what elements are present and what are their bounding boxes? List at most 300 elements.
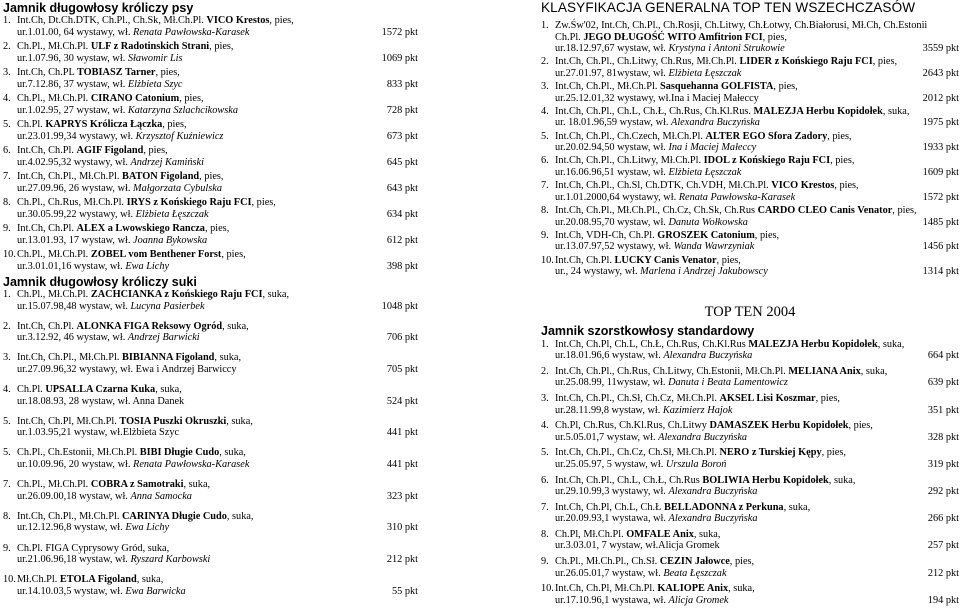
dog-sex: , pies,	[155, 67, 180, 78]
left-column	[3, 0, 418, 606]
dog-sex: , pies,	[729, 556, 755, 568]
dog-name: CEZIN Jałowce	[659, 556, 730, 568]
list-item	[541, 131, 959, 154]
rank-number: 9.	[541, 556, 549, 568]
rank-number: 10.	[3, 574, 16, 586]
rank-number: 9.	[3, 223, 11, 234]
owner-name: Elżbieta Łęszczak	[135, 208, 209, 220]
list-item	[3, 67, 418, 90]
rank-number: 2.	[541, 365, 549, 377]
dog-sex: , suka,	[728, 583, 755, 595]
owner-name: Alexandra Buczyńska	[671, 117, 760, 129]
dog-sex: , pies,	[773, 81, 798, 93]
list-item	[3, 574, 418, 597]
dog-titles: Int.Ch, Ch.PL	[17, 67, 77, 78]
dog-titles: Int.Ch, Ch.Pl.	[17, 320, 77, 332]
dog-sex: , pies,	[251, 197, 276, 208]
list-item	[541, 366, 959, 389]
dog-name: VICO Krestos	[771, 180, 835, 192]
points-value: 2643 pkt	[922, 67, 959, 79]
dog-details: ur.29.10.99,3 wystawy, wł.	[555, 486, 669, 498]
dog-details: ur.25.05.97, 5 wystaw, wł.	[555, 458, 666, 470]
dog-details: ur.1.02.95, 27 wystaw, wł.	[17, 104, 128, 116]
points-value: 1609 pkt	[922, 166, 959, 178]
dog-titles: Ch.Pl., Mł.Ch.Pl.	[17, 41, 91, 52]
points-value: 310 pkt	[386, 522, 418, 534]
rank-number: 10.	[3, 249, 16, 260]
entry-line-titles	[541, 106, 959, 118]
entry-line-details	[3, 491, 418, 503]
top-ten-heading: TOP TEN 2004	[704, 303, 796, 320]
points-value: 212 pkt	[927, 567, 959, 579]
list-item	[541, 529, 959, 552]
list-item	[541, 255, 959, 278]
entry-line-details	[541, 167, 959, 179]
dog-sex: , pies,	[143, 145, 168, 156]
points-value: 645 pkt	[386, 156, 418, 168]
dog-name: LUCKY Canis Venator	[614, 254, 717, 266]
owner-name: Alexandra Buczyńska	[668, 513, 758, 525]
entry-line-details	[3, 586, 418, 598]
list-item	[541, 556, 959, 579]
dog-sex: , pies,	[221, 249, 246, 260]
dog-details: ur.12.12.96,8 wystaw, wł.	[17, 522, 126, 534]
entry-line-titles	[541, 20, 959, 32]
dog-name: BIBIANNA Figoland	[122, 352, 215, 364]
rank-number: 10.	[541, 583, 554, 595]
dog-name: BOLIWIA Herbu Kopidołek	[702, 474, 829, 486]
rank-number: 2.	[541, 56, 549, 68]
owner-name: Ryszard Karbowski	[130, 554, 211, 565]
owner-name: Joanna Bykowska	[133, 234, 208, 246]
dog-name: BELLADONNA z Perkuna	[664, 501, 784, 513]
entry-line-titles	[3, 321, 418, 333]
dog-details: ur.30.05.99,22 wystawy, wł.	[17, 208, 136, 220]
points-value: 319 pkt	[927, 458, 959, 470]
dog-sex: , pies,	[199, 171, 224, 182]
rank-number: 4.	[541, 420, 549, 432]
entry-line-titles	[541, 131, 959, 143]
right-column	[541, 0, 959, 611]
entry-line-titles	[541, 583, 959, 595]
list-item	[541, 420, 959, 443]
rank-number: 4.	[3, 93, 11, 104]
dog-details: ur.13.01.93, 17 wystaw, wł.	[17, 234, 134, 246]
dog-name: MELIANA Anix	[788, 365, 861, 377]
dog-sex: , suka,	[783, 501, 811, 513]
entry-line-details	[541, 68, 959, 80]
dog-name: COBRA z Samotraki	[90, 479, 184, 491]
entry-line-details	[541, 192, 959, 204]
owner-name: Anna Samocka	[130, 490, 192, 502]
rank-number: 2.	[3, 41, 11, 52]
dog-name: ETOLA Figoland	[59, 574, 137, 586]
dog-details: ur., 24 wystawy, wł.	[555, 266, 641, 278]
dog-sex: , pies,	[815, 393, 840, 405]
entry-line-titles	[3, 447, 418, 459]
dog-name: TOBIASZ Tarner	[76, 67, 156, 78]
dog-titles: Ch.Pl., Ch.Rus, Mł.Ch.Pl.	[17, 197, 127, 208]
entry-line-titles	[541, 339, 959, 351]
points-value: 323 pkt	[386, 490, 418, 502]
points-value: 328 pkt	[927, 431, 959, 443]
owner-name: Wanda Wawrzyniak	[673, 241, 755, 253]
rank-number: 7.	[541, 180, 549, 192]
dog-details: ur.23.01.99,34 wystawy, wł.	[17, 130, 136, 142]
dog-name: LIDER z Końskiego Raju FCI	[739, 56, 873, 68]
entry-line-titles	[3, 479, 418, 491]
dog-sex: , pies,	[754, 229, 780, 241]
entry-line-details	[541, 32, 959, 44]
entry-line-details	[541, 513, 959, 525]
dog-sex: , suka,	[828, 474, 856, 486]
list-item	[541, 56, 959, 79]
rank-number: 8.	[3, 197, 11, 208]
entry-line-titles	[541, 420, 959, 432]
owner-name: Alexandra Buczyńska	[658, 431, 748, 443]
ranking-list-males	[3, 15, 418, 272]
owner-name: Beata Łęszczak	[663, 567, 727, 579]
owner-name: Lucyna Pasierbek	[130, 300, 205, 312]
points-value: 1314 pkt	[922, 266, 959, 278]
list-item	[541, 180, 959, 203]
dog-details: ur.27.01.97, 81wystaw, wł.	[555, 67, 669, 79]
entry-line-titles	[3, 67, 418, 79]
rank-number: 3.	[541, 81, 549, 93]
dog-name: MALEZJA Herbu Kopidołek	[753, 105, 883, 117]
points-value: 612 pkt	[386, 234, 418, 246]
dog-name: JEGO DŁUGOŚĆ WITO Amfitrion FCI	[583, 31, 763, 43]
points-value: 1456 pkt	[922, 241, 959, 253]
dog-titles: Ch.Pl., Mł.Ch.Pl.	[17, 249, 91, 260]
entry-line-details	[3, 27, 418, 39]
rank-number: 1.	[541, 20, 549, 31]
entry-line-titles	[541, 447, 959, 459]
entry-line-titles	[3, 41, 418, 53]
entry-line-titles	[541, 230, 959, 242]
dog-details: ur.28.11.99,8 wystaw, wł.	[555, 404, 663, 416]
dog-sex: , suka,	[693, 528, 721, 540]
list-item	[3, 15, 418, 38]
points-value: 2012 pkt	[922, 92, 959, 104]
owner-name: Krzysztof Kuźniewicz	[135, 130, 224, 142]
rank-number: 10.	[541, 254, 554, 266]
dog-name: VICO Krestos	[206, 15, 270, 26]
rank-number: 5.	[3, 447, 11, 459]
list-item	[3, 384, 418, 407]
list-item	[3, 352, 418, 375]
dog-titles: Ch.Pl.	[17, 119, 46, 130]
entry-line-details	[541, 142, 959, 154]
dog-titles: Ch.Pl., Mł.Ch.Pl., Ch.Sł.	[555, 556, 660, 568]
owner-name: Ewa Lichy	[125, 522, 170, 534]
dog-titles: Ch.Pl, Mł.Ch.Pl.	[555, 528, 627, 540]
list-item	[3, 511, 418, 534]
entry-line-titles	[3, 145, 418, 157]
ranking-list-females	[3, 289, 418, 597]
owner-name: Danuta i Beata Lamentowicz	[668, 377, 788, 389]
entry-line-titles	[541, 205, 959, 217]
dog-details: ur.27.09.96, 26 wystaw, wł.	[17, 182, 134, 194]
dog-titles: Int.Ch, Ch.Pl., Mł.Ch.Pl.	[17, 352, 122, 364]
entry-line-titles	[3, 15, 418, 27]
points-value: 3559 pkt	[922, 43, 959, 54]
dog-details: ur.3.03.01, 7 wystaw, wł.Alicja Gromek	[555, 540, 720, 552]
dog-details: ur.1.07.96, 30 wystaw, wł.	[17, 52, 128, 64]
dog-titles: Int.Ch, Ch.Pl., Mł.Ch.Pl.	[555, 81, 660, 93]
list-item	[3, 93, 418, 116]
dog-details: ur.18.01.96,6 wystaw, wł.	[555, 350, 664, 362]
rank-number: 5.	[3, 119, 11, 130]
dog-details: Ch.Pl.	[555, 31, 584, 43]
dog-sex: , pies,	[830, 155, 855, 167]
points-value: 643 pkt	[386, 182, 418, 194]
list-item	[3, 223, 418, 246]
rank-number: 1.	[541, 338, 549, 350]
list-item	[541, 475, 959, 498]
rank-number: 6.	[541, 155, 549, 167]
entry-line-details	[541, 459, 959, 471]
dog-titles: Ch.Pl., Ch.Estonii, Mł.Ch.Pl.	[17, 447, 140, 459]
list-item	[3, 543, 418, 566]
points-value: 212 pkt	[386, 554, 418, 565]
dog-titles: Int.Ch, Ch.Pl, Ch.L, Ch.Ł	[555, 501, 664, 513]
points-value: 524 pkt	[386, 395, 418, 407]
dog-titles: Int.Ch, Ch.Pl., Ch.Sl, Ch.DTK, Ch.VDH, Mł.Ch.Pl.	[555, 180, 772, 192]
dog-titles: Zw.Św'02, Int.Ch, Ch.Pl., Ch.Rosji, Ch.Litwy, Ch.Łotwy, Ch.Białorusi, Mł.Ch, Ch.Estonii	[555, 20, 928, 31]
entry-line-titles	[541, 366, 959, 378]
list-item	[541, 230, 959, 253]
dog-name: Sasquehanna GOLFISTA	[660, 81, 774, 93]
dog-titles: Int.Ch, Ch.Pl.	[17, 223, 77, 234]
dog-name: ZACHCIANKA z Końskiego Raju FCI	[90, 289, 263, 300]
dog-sex: , pies,	[848, 420, 873, 432]
dog-titles: Int.Ch, Ch.Pl., Ch.Cz, Ch.Sł, Mł.Ch.Pl.	[555, 447, 720, 459]
dog-sex: , suka,	[222, 320, 249, 332]
dog-titles: Int.Ch, Ch.Pl, Mł.Ch.Pl.	[17, 415, 120, 427]
entry-line-titles	[3, 511, 418, 523]
dog-details: ur.27.09.96,32 wystawy, wł. Ewa i Andrzej Barwiccy	[17, 363, 237, 375]
rank-number: 6.	[541, 474, 549, 486]
owner-name: Andrzej Barwicki	[127, 332, 200, 344]
rank-number: 8.	[541, 528, 549, 540]
dog-sex: , pies,	[162, 119, 187, 130]
entry-line-titles	[3, 289, 418, 301]
points-value: 634 pkt	[386, 208, 418, 220]
dog-name: BIBI Długie Cudo	[139, 447, 220, 459]
owner-name: Elżbieta Szyc	[127, 78, 183, 90]
owner-name: Marlena i Andrzej Jakubowscy	[640, 266, 768, 278]
dog-sex: , pies,	[892, 205, 917, 217]
list-item	[541, 583, 959, 606]
list-item	[541, 502, 959, 525]
dog-name: AKSEL Lisi Koszmar	[719, 393, 816, 405]
dog-name: CARDO CLEO Canis Venator	[757, 205, 893, 217]
dog-details: ur.1.01.00, 64 wystawy, wł.	[17, 26, 134, 38]
owner-name: Elżbieta Łęszczak	[668, 166, 742, 178]
rank-number: 2.	[3, 320, 11, 332]
entry-line-details	[3, 459, 418, 471]
dog-name: BATON Figoland	[122, 171, 200, 182]
entry-line-details	[541, 43, 959, 55]
entry-line-titles	[541, 81, 959, 93]
dog-name: IDOL z Końskiego Raju FCI	[703, 155, 831, 167]
dog-sex: , pies,	[827, 130, 852, 142]
entry-line-details	[3, 235, 418, 247]
entry-line-details	[3, 427, 418, 439]
dog-titles: Int.Ch, Ch.Pl., Ch.Litwy, Mł.Ch.Pl.	[555, 155, 704, 167]
list-item	[3, 479, 418, 502]
dog-titles: Int.Ch, Ch.Pl, Ch.L, Ch.Ł, Ch.Rus, Ch.Kl.Rus	[555, 338, 749, 350]
dog-titles: Ch.Pl, Ch.Rus, Ch.Kl.Rus, Ch.Litwy	[555, 420, 710, 432]
dog-titles: Int.Ch, Ch.Pl., Ch.Rus, Ch.Litwy, Ch.Estonii, Mł.Ch.Pl.	[555, 365, 789, 377]
dog-titles: Int.Ch, Ch.Pl., Ch.Czech, Mł.Ch.Pl.	[555, 130, 706, 142]
dog-details: ur.25.08.99, 11wystaw, wł.	[555, 377, 669, 389]
dog-details: ur.14.10.03,5 wystaw, wł.	[17, 585, 126, 597]
list-item	[541, 447, 959, 470]
dog-sex: , suka,	[136, 574, 164, 586]
entry-line-details	[541, 117, 959, 129]
entry-line-details	[3, 522, 418, 534]
entry-line-details	[541, 377, 959, 389]
dog-details: ur.26.09.00,18 wystaw, wł.	[17, 490, 131, 502]
owner-name: Renata Pawłowska-Karasek	[133, 26, 250, 38]
points-value: 728 pkt	[386, 104, 418, 116]
owner-name: Alexandra Buczyńska	[668, 486, 758, 498]
entry-line-details	[3, 261, 418, 273]
dog-titles: Int.Ch, Ch.Pl., Ch.L, Ch.Ł, Ch.Rus	[555, 474, 703, 486]
entry-line-titles	[541, 180, 959, 192]
list-item	[541, 393, 959, 416]
dog-titles: Int.Ch, Ch.Pl., Mł.Ch.Pl.	[17, 171, 122, 182]
section-title-all-time: KLASYFIKACJA GENERALNA TOP TEN WSZECHCZASÓW	[541, 0, 916, 15]
list-item	[3, 321, 418, 344]
entry-line-details	[3, 131, 418, 143]
entry-line-titles	[3, 223, 418, 235]
rank-number: 6.	[3, 145, 11, 156]
dog-sex: , pies,	[269, 15, 294, 26]
entry-line-details	[541, 486, 959, 498]
owner-name: Renata Pawłowska-Karasek	[133, 458, 250, 470]
points-value: 673 pkt	[386, 130, 418, 142]
rank-number: 7.	[3, 171, 11, 182]
points-value: 292 pkt	[927, 486, 959, 498]
dog-titles: Int.Ch, VDH-Ch, Ch.Pl.	[555, 229, 658, 241]
entry-line-titles	[3, 543, 418, 555]
entry-line-details	[541, 241, 959, 253]
entry-line-details	[541, 405, 959, 417]
points-value: 441 pkt	[386, 458, 418, 470]
entry-line-titles	[3, 352, 418, 364]
entry-line-details	[541, 93, 959, 105]
points-value: 1975 pkt	[922, 117, 959, 129]
dog-sex: , suka,	[262, 289, 290, 300]
dog-details: ur.1.03.95,21 wystaw, wł.Elżbieta Szyc	[17, 427, 180, 439]
points-value: 351 pkt	[927, 404, 959, 416]
list-item	[3, 447, 418, 470]
entry-line-titles	[541, 255, 959, 267]
dog-details: ur.4.02.95,32 wystawy, wł.	[17, 156, 131, 168]
list-item	[3, 145, 418, 168]
dog-sex: , suka,	[226, 510, 254, 522]
dog-details: ur.18.08.93, 28 wystaw, wł. Anna Danek	[17, 395, 185, 407]
ranking-list-wirehaired	[541, 339, 959, 607]
dog-details: ur.20.09.93,1 wystawa, wł.	[555, 513, 669, 525]
dog-name: UPSALLA Czarna Kuka	[45, 384, 156, 396]
entry-line-details	[3, 554, 418, 566]
dog-details: ur.21.06.96,18 wystaw, wł.	[17, 554, 131, 565]
owner-name: Alexandra Buczyńska	[663, 350, 753, 362]
entry-line-details	[3, 105, 418, 117]
points-value: 664 pkt	[927, 350, 959, 362]
entry-line-details	[541, 540, 959, 552]
dog-name: KAPRYS Królicza Łączka	[45, 119, 163, 130]
dog-name: ALONKA FIGA Reksowy Ogród	[76, 320, 223, 332]
entry-line-titles	[3, 249, 418, 261]
owner-name: Andrzej Kamiński	[130, 156, 204, 168]
dog-titles: Int.Ch, Ch.Pl., Ch.Litwy, Ch.Rus, Mł.Ch.Pl.	[555, 56, 740, 68]
rank-number: 4.	[3, 384, 11, 396]
dog-name: ALEX a Lwowskiego Rancza	[76, 223, 205, 234]
points-value: 639 pkt	[927, 377, 959, 389]
dog-name: ALTER EGO Sfora Zadory	[705, 130, 828, 142]
dog-details: ur. 18.01.96,59 wystaw, wł.	[555, 117, 672, 129]
dog-details: ur.26.05.01,7 wystaw, wł.	[555, 567, 664, 579]
dog-name: NERO z Turskiej Kępy	[719, 447, 822, 459]
rank-number: 7.	[541, 501, 549, 513]
list-item	[3, 171, 418, 194]
dog-titles: Int.Ch, Ch.Pl., Mł.Ch.Pl., Ch.Cz, Ch.Sk, Ch.Rus	[555, 205, 758, 217]
rank-number: 5.	[3, 415, 11, 427]
entry-line-titles	[541, 502, 959, 514]
dog-name: OMFALE Anix	[626, 528, 694, 540]
dog-details: ur.1.01.2000,64 wystawy, wł.	[555, 191, 679, 203]
points-value: 441 pkt	[386, 427, 418, 439]
rank-number: 4.	[541, 105, 549, 117]
list-item	[541, 155, 959, 178]
owner-name: Małgorzata Cybulska	[133, 182, 222, 194]
rank-number: 3.	[3, 67, 11, 78]
owner-name: Renata Pawłowska-Karasek	[678, 191, 796, 203]
points-value: 266 pkt	[927, 513, 959, 525]
entry-line-titles	[541, 475, 959, 487]
owner-name: Sławomir Lis	[127, 52, 183, 64]
entry-line-details	[541, 350, 959, 362]
entry-line-titles	[541, 393, 959, 405]
dog-name: TOSIA Puszki Okruszki	[119, 415, 227, 427]
section-title-males: Jamnik długowłosy króliczy psy	[3, 1, 194, 15]
entry-line-details	[3, 209, 418, 221]
entry-line-details	[3, 79, 418, 91]
rank-number: 8.	[541, 205, 549, 217]
points-value: 55 pkt	[391, 585, 418, 597]
points-value: 706 pkt	[386, 332, 418, 344]
points-value: 705 pkt	[386, 363, 418, 375]
list-item	[3, 249, 418, 272]
dog-details: ur.3.01.01,16 wystaw, wł.	[17, 260, 126, 272]
points-value: 1048 pkt	[381, 300, 418, 312]
dog-name: DAMASZEK Herbu Kopidołek	[709, 420, 849, 432]
entry-line-titles	[3, 574, 418, 586]
dog-details: ur.10.09.96, 20 wystaw, wł.	[17, 458, 134, 470]
points-value: 1485 pkt	[922, 216, 959, 228]
entry-line-details	[541, 266, 959, 278]
dog-sex: , pies,	[209, 41, 234, 52]
rank-number: 5.	[541, 130, 549, 142]
dog-sex: , pies,	[834, 180, 859, 192]
owner-name: Alicja Gromek	[668, 594, 729, 606]
dog-name: CIRANO Catonium	[90, 93, 180, 104]
